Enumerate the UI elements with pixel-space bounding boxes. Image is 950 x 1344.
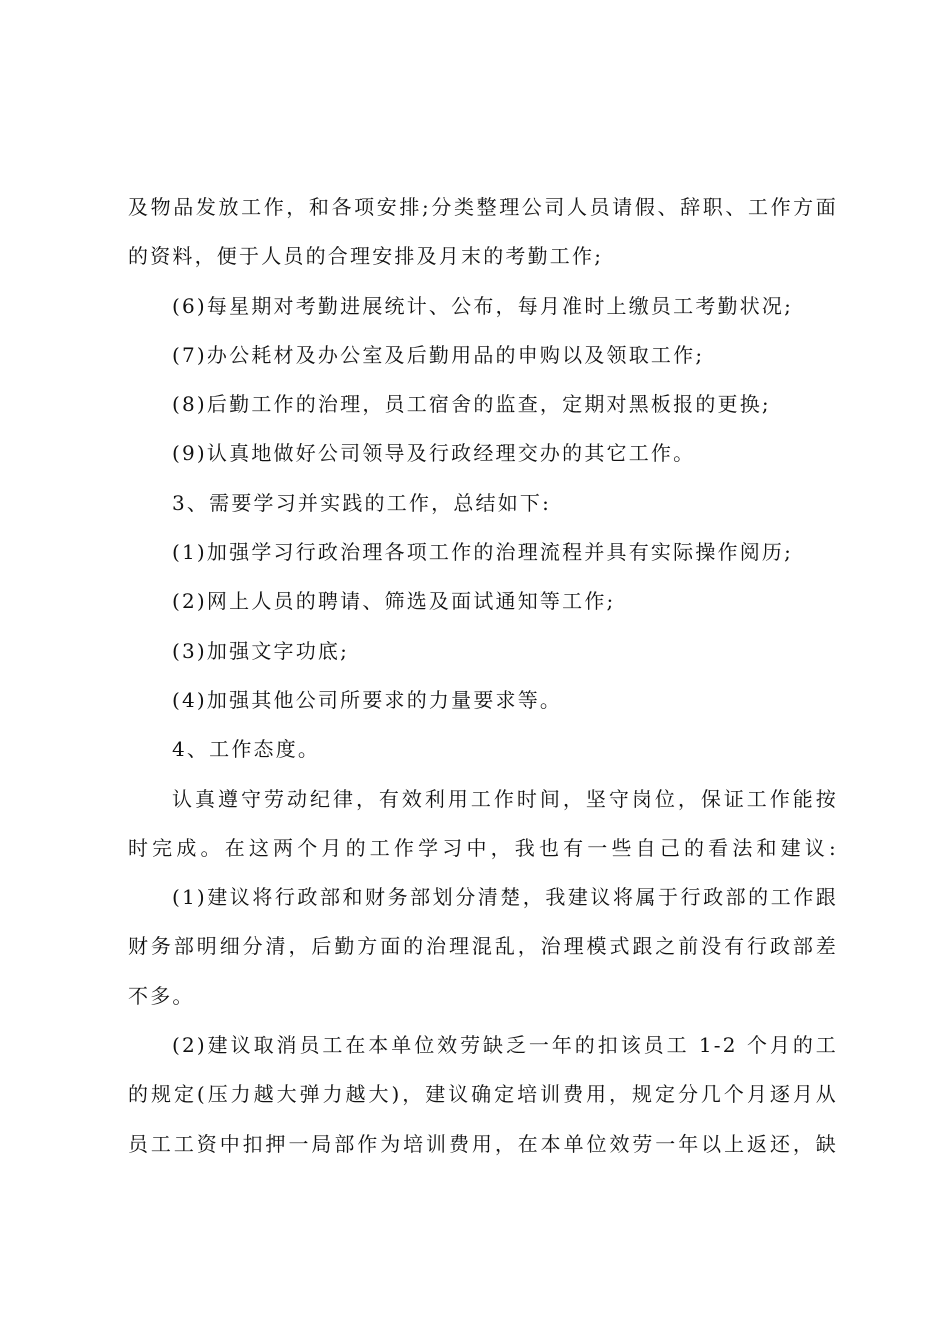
paragraph-line: 认真遵守劳动纪律，有效利用工作时间，坚守岗位，保证工作能按 (172, 786, 838, 811)
paragraph-line: 员工工资中扣押一局部作为培训费用，在本单位效劳一年以上返还，缺 (128, 1131, 838, 1156)
section-heading-3: 3、需要学习并实践的工作，总结如下: (172, 490, 552, 515)
paragraph-line: 不多。 (128, 983, 195, 1008)
suggestion-item-2: (2)建议取消员工在本单位效劳缺乏一年的扣该员工 1-2 个月的工 (172, 1033, 838, 1058)
paragraph-line: 的资料，便于人员的合理安排及月末的考勤工作; (128, 244, 604, 269)
list-item-9: (9)认真地做好公司领导及行政经理交办的其它工作。 (172, 441, 696, 466)
paragraph-line: 财务部明细分清，后勤方面的治理混乱，治理模式跟之前没有行政部差 (128, 934, 838, 959)
document-body (128, 183, 838, 1169)
section-heading-4: 4、工作态度。 (172, 737, 321, 762)
list-item-6: (6)每星期对考勤进展统计、公布，每月准时上缴员工考勤状况; (172, 293, 794, 318)
paragraph-line: 及物品发放工作，和各项安排;分类整理公司人员请假、辞职、工作方面 (128, 195, 838, 219)
paragraph-line: 时完成。在这两个月的工作学习中，我也有一些自己的看法和建议: (128, 835, 838, 860)
list-item-8: (8)后勤工作的治理，员工宿舍的监查，定期对黑板报的更换; (172, 392, 771, 417)
suggestion-item-1: (1)建议将行政部和财务部划分清楚，我建议将属于行政部的工作跟 (172, 885, 838, 910)
list-item-7: (7)办公耗材及办公室及后勤用品的申购以及领取工作; (172, 342, 705, 367)
list-item-1: (1)加强学习行政治理各项工作的治理流程并具有实际操作阅历; (172, 540, 794, 565)
list-item-4: (4)加强其他公司所要求的力量要求等。 (172, 687, 563, 712)
list-item-2: (2)网上人员的聘请、筛选及面试通知等工作; (172, 589, 616, 614)
list-item-3: (3)加强文字功底; (172, 638, 350, 663)
paragraph-line: 的规定(压力越大弹力越大)，建议确定培训费用，规定分几个月逐月从 (128, 1082, 838, 1107)
